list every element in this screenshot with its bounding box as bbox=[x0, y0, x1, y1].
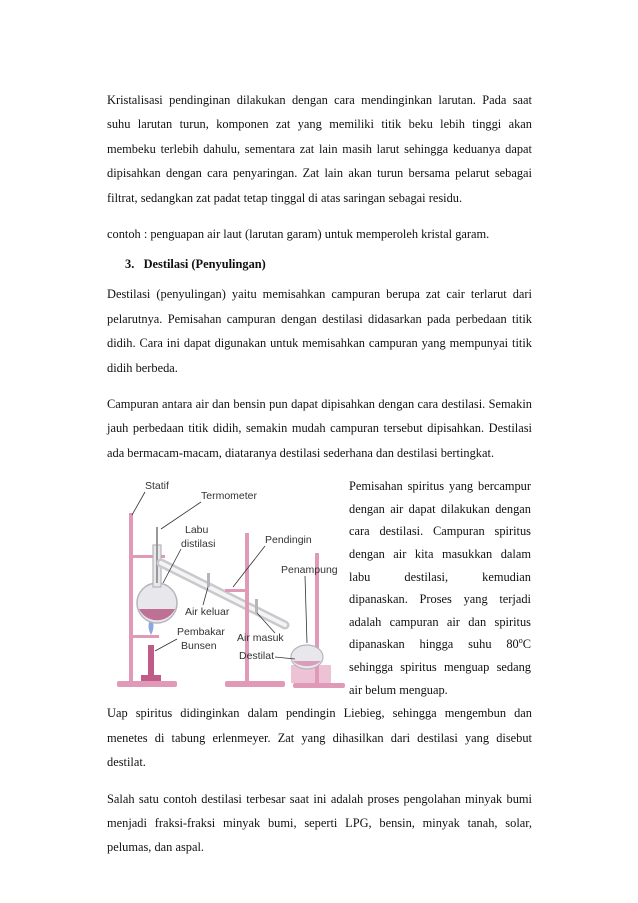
figure-row bbox=[107, 475, 532, 703]
paragraph-contoh: contoh : penguapan air laut (larutan garam) untuk memperoleh kristal garam. bbox=[107, 227, 490, 242]
label-penampung: Penampung bbox=[281, 564, 338, 577]
paragraph-kristalisasi: Kristalisasi pendinginan dilakukan dengan cara mendinginkan larutan. Pada saat suhu larutan turun, komponen zat yang memiliki titik beku lebih tinggi akan membeku terlebih dahulu, sementara zat lain masih larut sehingga keduanya dapat dipisahkan dengan cara penyaringan. Zat lain akan turun bersama pelarut sebagai filtrat, sedangkan zat padat tetap tinggal di atas saringan sebagai residu. bbox=[107, 93, 532, 205]
distillation-apparatus-figure bbox=[115, 475, 349, 697]
distillation-flask bbox=[137, 527, 177, 623]
label-destilat: Destilat bbox=[239, 650, 275, 663]
heading-text: Destilasi (Penyulingan) bbox=[143, 257, 266, 272]
receiver-flask bbox=[291, 645, 331, 683]
label-distilasi: distilasi bbox=[181, 538, 216, 551]
label-termometer: Termometer bbox=[201, 490, 258, 503]
document-page bbox=[107, 88, 532, 860]
figure-side-text bbox=[349, 475, 531, 701]
paragraph-uap-spiritus: Uap spiritus didinginkan dalam pendingin Liebieg, sehingga mengembun dan menetes di tabung erlenmeyer. Zat yang dihasilkan dari destilasi yang disebut destilat. bbox=[107, 706, 532, 770]
side-text-part-2: C sehingga spiritus menguap sedang air belum menguap. bbox=[349, 637, 531, 697]
section-heading bbox=[125, 252, 532, 276]
right-stand bbox=[225, 533, 345, 688]
label-air-keluar: Air keluar bbox=[185, 606, 230, 619]
label-pendingin: Pendingin bbox=[265, 534, 312, 547]
label-air-masuk: Air masuk bbox=[237, 632, 284, 645]
degree-symbol: o bbox=[518, 636, 523, 646]
label-pembakar: Pembakar bbox=[177, 626, 225, 639]
paragraph-destilasi-definition: Destilasi (penyulingan) yaitu memisahkan campuran berupa zat cair terlarut dari pelarutnya. Pemisahan campuran dengan destilasi didasarkan pada perbedaan titik didih. Cara ini dapat digunakan untuk memisahkan campuran yang mempunyai titik didih berbeda. bbox=[107, 287, 532, 375]
bunsen-burner bbox=[141, 619, 161, 681]
label-bunsen: Bunsen bbox=[181, 640, 217, 653]
side-paragraph bbox=[349, 475, 531, 701]
paragraph-minyak-bumi: Salah satu contoh destilasi terbesar saat ini adalah proses pengolahan minyak bumi menjadi fraksi-fraksi minyak bumi, seperti LPG, bensin, minyak tanah, solar, pelumas, dan aspal. bbox=[107, 791, 532, 855]
side-text-part-1: Pemisahan spiritus yang bercampur dengan air dapat dilakukan dengan cara destilasi. Campuran spiritus dengan air kita masukkan dalam labu destilasi, kemudian dipanaskan. Proses yang terjadi adalah campuran air dan spiritus dipanaskan hingga suhu 80 bbox=[349, 479, 531, 652]
paragraph-destilasi-types: Campuran antara air dan bensin pun dapat dipisahkan dengan cara destilasi. Semakin jauh perbedaan titik didih, semakin mudah campuran tersebut dipisahkan. Destilasi ada bermacam-macam, diataranya destilasi sederhana dan destilasi bertingkat. bbox=[107, 397, 532, 460]
label-statif: Statif bbox=[145, 480, 169, 493]
label-labu: Labu bbox=[185, 524, 209, 537]
heading-number: 3. bbox=[125, 257, 135, 272]
